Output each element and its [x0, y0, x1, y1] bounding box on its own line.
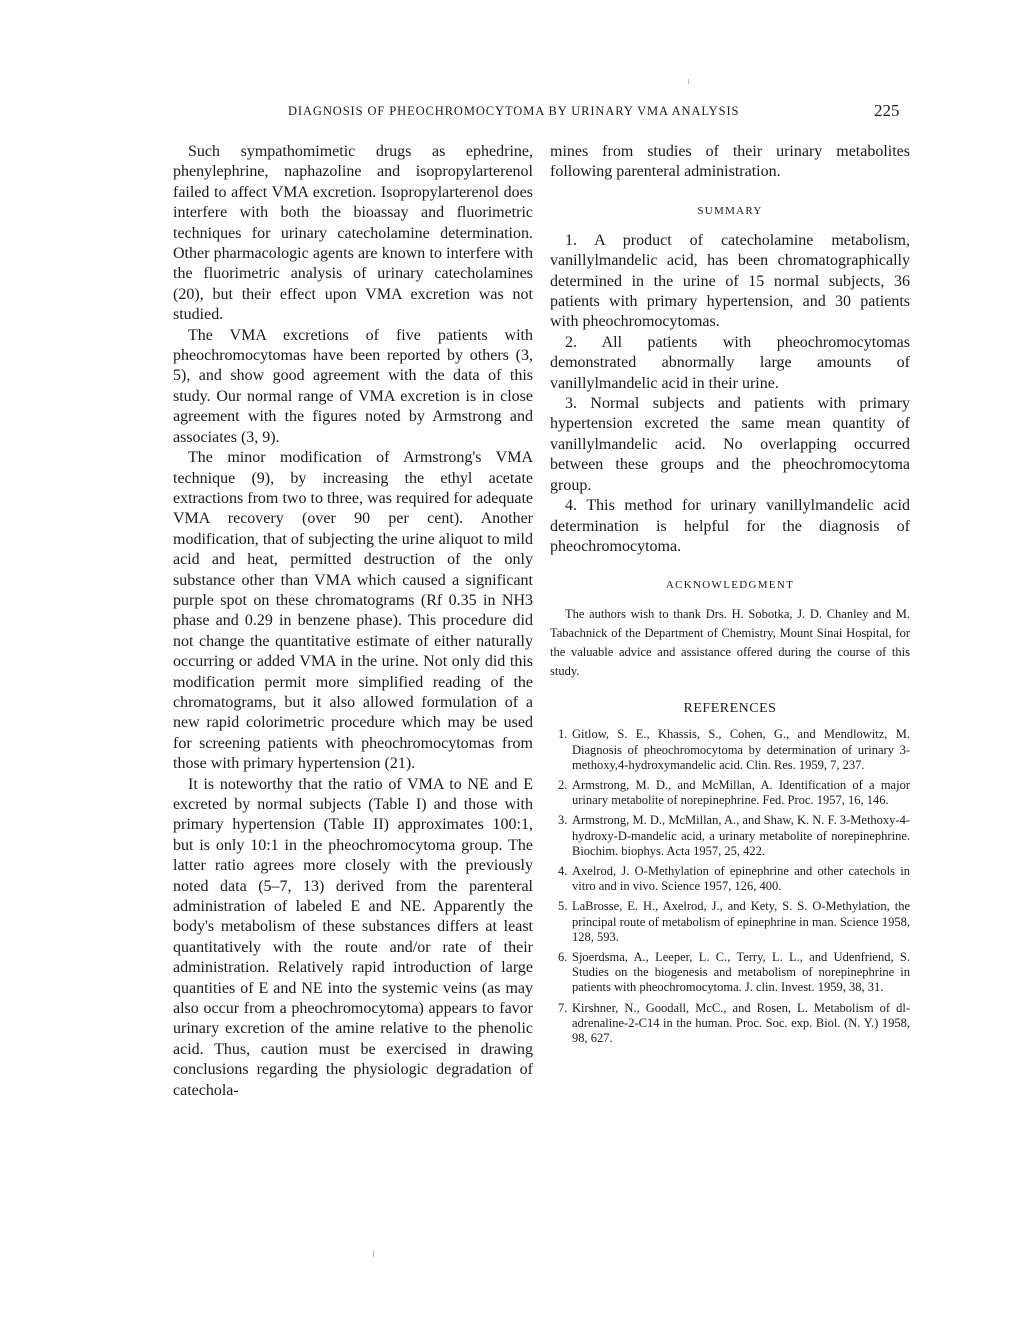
reference-text: Armstrong, M. D., and McMillan, A. Identification of a major urinary metabolite of norepinephrine. Fed. Proc. 1957, 16, 146.	[572, 777, 910, 808]
reference-text: Sjoerdsma, A., Leeper, L. C., Terry, L. L., and Udenfriend, S. Studies on the biogenesis and metabolism of norepinephrine in patients with pheochromocytoma. J. clin. Invest. 1959, 38, 31.	[572, 949, 910, 995]
reference-number: 7.	[558, 1000, 568, 1015]
reference-item	[550, 778, 910, 808]
reference-item	[550, 950, 910, 996]
summary-item: 2. All patients with pheochromocytomas demonstrated abnormally large amounts of vanillylmandelic acid in their urine.	[550, 333, 910, 392]
scan-mark-bottom	[373, 1250, 374, 1257]
paragraph-prior-reports: The VMA excretions of five patients with pheochromocytomas have been reported by others (3, 5), and show good agreement with the data of this study. Our normal range of VMA excretion is in close agreement with the figures noted by Armstrong and associates (3, 9).	[173, 326, 533, 446]
summary-item: 3. Normal subjects and patients with primary hypertension excreted the same mean quantity of vanillylmandelic acid. No overlapping occurred between these groups and the pheochromocytoma group.	[550, 395, 910, 494]
reference-item	[550, 813, 910, 859]
summary-item: 4. This method for urinary vanillylmandelic acid determination is helpful for the diagnosis of pheochromocytoma.	[550, 497, 910, 555]
page-number: 225	[874, 101, 900, 120]
reference-number: 5.	[558, 899, 568, 914]
reference-item	[550, 864, 910, 894]
running-head: DIAGNOSIS OF PHEOCHROMOCYTOMA BY URINARY VMA ANALYSIS	[288, 104, 740, 118]
right-column	[550, 142, 910, 1051]
continuation-block	[550, 142, 910, 183]
references-heading: REFERENCES	[683, 701, 777, 717]
reference-number: 6.	[558, 949, 568, 964]
reference-item	[550, 727, 910, 773]
reference-number: 1.	[558, 727, 568, 742]
reference-item	[550, 1001, 910, 1047]
reference-text: Kirshner, N., Goodall, McC., and Rosen, L. Metabolism of dl-adrenaline-2-C14 in the human. Proc. Soc. exp. Biol. (N. Y.) 1958, 98, 627.	[572, 1000, 910, 1045]
reference-text: LaBrosse, E. H., Axelrod, J., and Kety, S. S. O-Methylation, the principal route of metabolism of epinephrine in man. Science 1958, 128, 593.	[572, 899, 910, 944]
reference-number: 2.	[558, 777, 568, 792]
summary-item: 1. A product of catecholamine metabolism, vanillylmandelic acid, has been chromatographically determined in the urine of 15 normal subjects, 36 patients with primary hypertension, and 30 patients with pheochromocytomas.	[550, 231, 910, 331]
reference-number: 3.	[558, 813, 568, 828]
reference-item	[550, 899, 910, 945]
acknowledgment-text: The authors wish to thank Drs. H. Sobotka, J. D. Chanley and M. Tabachnick of the Department of Chemistry, Mount Sinai Hospital, for the valuable advice and assistance offered during the course of this study.	[550, 607, 910, 679]
scan-mark-top	[688, 79, 689, 84]
summary-list	[550, 231, 910, 558]
paragraph-vma-ratio: It is noteworthy that the ratio of VMA to NE and E excreted by normal subjects (Table I) and those with primary hypertension (Table II) approximates 100:1, but is only 10:1 in the pheochromocytoma group. The latter ratio agrees more closely with the previously noted data (5–7, 13) derived from the parenteral administration of labeled E and NE. Apparently the body's metabolism of these substances differs at least quantitatively with the route and/or rate of their administration. Relatively rapid introduction of large quantities of E and NE into the systemic veins (as may also occur from a pheochromocytoma) appears to favor urinary excretion of the amine relative to the phenolic acid. Thus, caution must be exercised in drawing conclusions regarding the physiologic degradation of catechola-	[173, 775, 533, 1099]
summary-heading: SUMMARY	[697, 204, 763, 217]
acknowledgment-heading: ACKNOWLEDGMENT	[665, 579, 795, 592]
reference-text: Armstrong, M. D., McMillan, A., and Shaw, K. N. F. 3-Methoxy-4-hydroxy-D-mandelic acid, a urinary metabolite of norepinephrine. Biochim. biophys. Acta 1957, 25, 422.	[572, 813, 910, 858]
continuation-paragraph: mines from studies of their urinary metabolites following parenteral administration.	[550, 143, 910, 181]
reference-text: Gitlow, S. E., Khassis, S., Cohen, G., and Mendlowitz, M. Diagnosis of pheochromocytoma by determination of urinary 3-methoxy,4-hydroxymandelic acid. Clin. Res. 1959, 7, 237.	[572, 727, 910, 772]
reference-number: 4.	[558, 863, 568, 878]
left-column	[173, 142, 533, 1101]
paragraph-drug-effects: Such sympathomimetic drugs as ephedrine, phenylephrine, naphazoline and isopropylarterenol failed to affect VMA excretion. Isopropylarterenol does interfere with both the bioassay and fluorimetric techniques for urinary catecholamine determination. Other pharmacologic agents are known to interfere with the fluorimetric analysis of urinary catecholamines (20), but their effect upon VMA excretion was not studied.	[173, 143, 533, 324]
references-list	[550, 727, 910, 1046]
paragraph-method-modification: The minor modification of Armstrong's VMA technique (9), by increasing the ethyl acetate extractions from two to three, was required for adequate VMA recovery (over 90 per cent). Another modification, that of subjecting the urine aliquot to mild acid and heat, permitted destruction of the only substance other than VMA which caused a significant purple spot on these chromatograms (Rf 0.35 in NH3 phase and 0.29 in benzene phase). This procedure did not change the quantitative estimate of either naturally occurring or added VMA in the urine. Not only did this modification permit more simplified reading of the chromatograms, but it also allowed formulation of a new rapid colorimetric procedure which may be used for screening patients with pheochromocytomas from those with primary hypertension (21).	[173, 449, 533, 773]
reference-text: Axelrod, J. O-Methylation of epinephrine and other catechols in vitro and in vivo. Science 1957, 126, 400.	[572, 863, 910, 894]
